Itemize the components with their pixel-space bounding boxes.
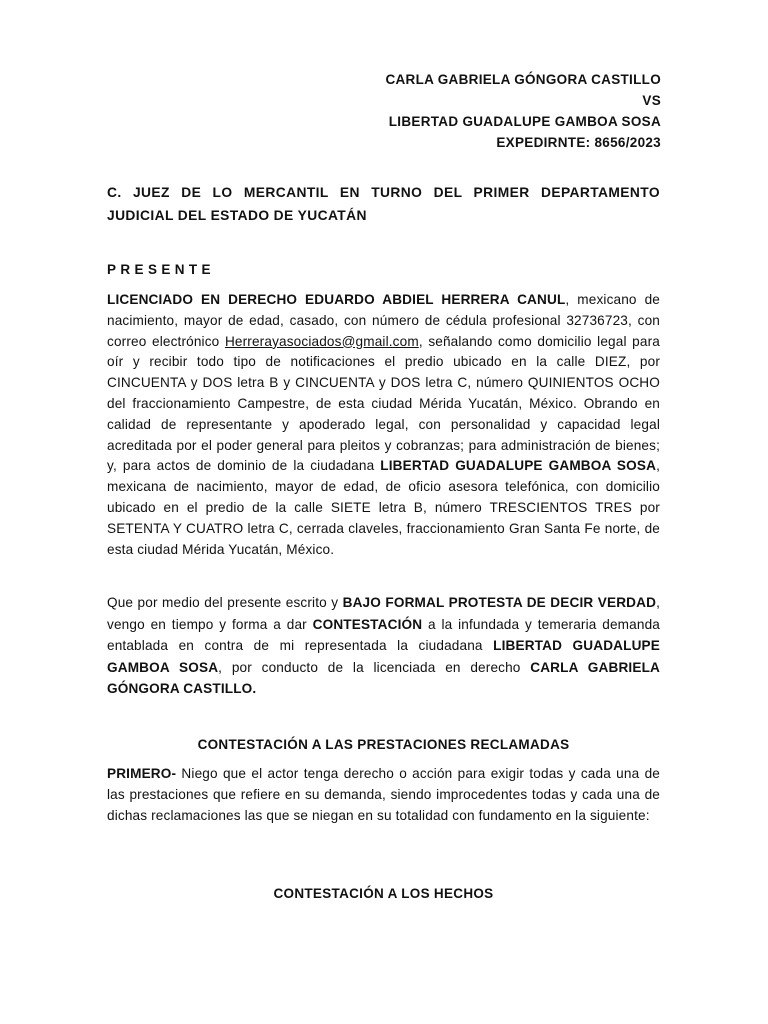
paragraph1-text-c: , mexicana de nacimiento, mayor de edad, de oficio asesora telefónica, con domicilio ubicado en el predio de la calle SIETE letra B, número TRESCIENTOS TRES por SETENTA Y CUATRO letra C, cerrada claveles, fraccionamiento Gran Santa Fe norte, de esta ciudad Mérida Yucatán, México. — [107, 458, 660, 557]
presente-heading: PRESENTE — [107, 262, 215, 277]
section-heading-prestaciones: CONTESTACIÓN A LAS PRESTACIONES RECLAMADAS — [197, 737, 570, 752]
primero-text: Niego que el actor tenga derecho o acción para exigir todas y cada una de las prestaciones que refiere en su demanda, siendo improcedentes todas y cada una de dichas reclamaciones las que se niegan en su totalidad con fundamento en la siguiente: — [107, 766, 660, 823]
paragraph-statement — [107, 592, 660, 700]
paragraph1-text-b: , señalando como domicilio legal para oír y recibir todo tipo de notificaciones el predio ubicado en la calle DIEZ, por CINCUENTA y DOS letra B y CINCUENTA y DOS letra C, número QUINIENTOS OCHO del fraccionamiento Campestre, de esta ciudad Mérida Yucatán, México. Obrando en calidad de representante y apoderado legal, con personalidad y capacidad legal acreditada por el poder general para pleitos y cobranzas; para administración de bienes; y, para actos de dominio de la ciudadana — [107, 333, 660, 474]
client-name: LIBERTAD GUADALUPE GAMBOA SOSA — [380, 458, 657, 474]
paragraph-introduction — [107, 290, 660, 560]
paragraph2-text-b: , vengo en tiempo y forma a dar — [107, 595, 661, 632]
paragraph-primero — [107, 764, 660, 826]
primero-label: PRIMERO- — [107, 766, 177, 781]
paragraph2-text-a: Que por medio del presente escrito y — [107, 595, 343, 610]
section-heading-hechos: CONTESTACIÓN A LOS HECHOS — [273, 886, 494, 901]
addressee-line-2: JUDICIAL DEL ESTADO DE YUCATÁN — [107, 208, 367, 223]
paragraph2-text-c: a la infundada y temeraria demanda entablada en contra de mi representada la ciudadana — [107, 616, 660, 653]
case-header — [385, 69, 661, 153]
email-link[interactable]: Herrerayasociados@gmail.com — [224, 333, 419, 349]
paragraph1-text-a: , mexicano de nacimiento, mayor de edad, casado, con número de cédula profesional 32736723, con correo electrónico — [107, 292, 660, 349]
paragraph2-bold-a: BAJO FORMAL PROTESTA DE DECIR VERDAD — [342, 595, 657, 610]
paragraph2-bold-d: CARLA GABRIELA GÓNGORA CASTILLO. — [107, 659, 660, 696]
addressee-line-1: C. JUEZ DE LO MERCANTIL EN TURNO DEL PRIMER DEPARTAMENTO — [107, 185, 660, 200]
addressee-block — [107, 181, 660, 227]
defendant-name: LIBERTAD GUADALUPE GAMBOA SOSA — [388, 114, 661, 129]
paragraph2-bold-b: CONTESTACIÓN — [312, 616, 423, 632]
plaintiff-name: CARLA GABRIELA GÓNGORA CASTILLO — [385, 72, 661, 87]
paragraph2-bold-c: LIBERTAD GUADALUPE GAMBOA SOSA — [107, 638, 660, 675]
versus-label: VS — [642, 93, 661, 108]
case-number: EXPEDIRNTE: 8656/2023 — [496, 135, 661, 150]
lawyer-name: LICENCIADO EN DERECHO EDUARDO ABDIEL HERRERA CANUL — [107, 292, 566, 307]
paragraph2-text-d: , por conducto de la licenciada en derecho — [218, 659, 531, 675]
